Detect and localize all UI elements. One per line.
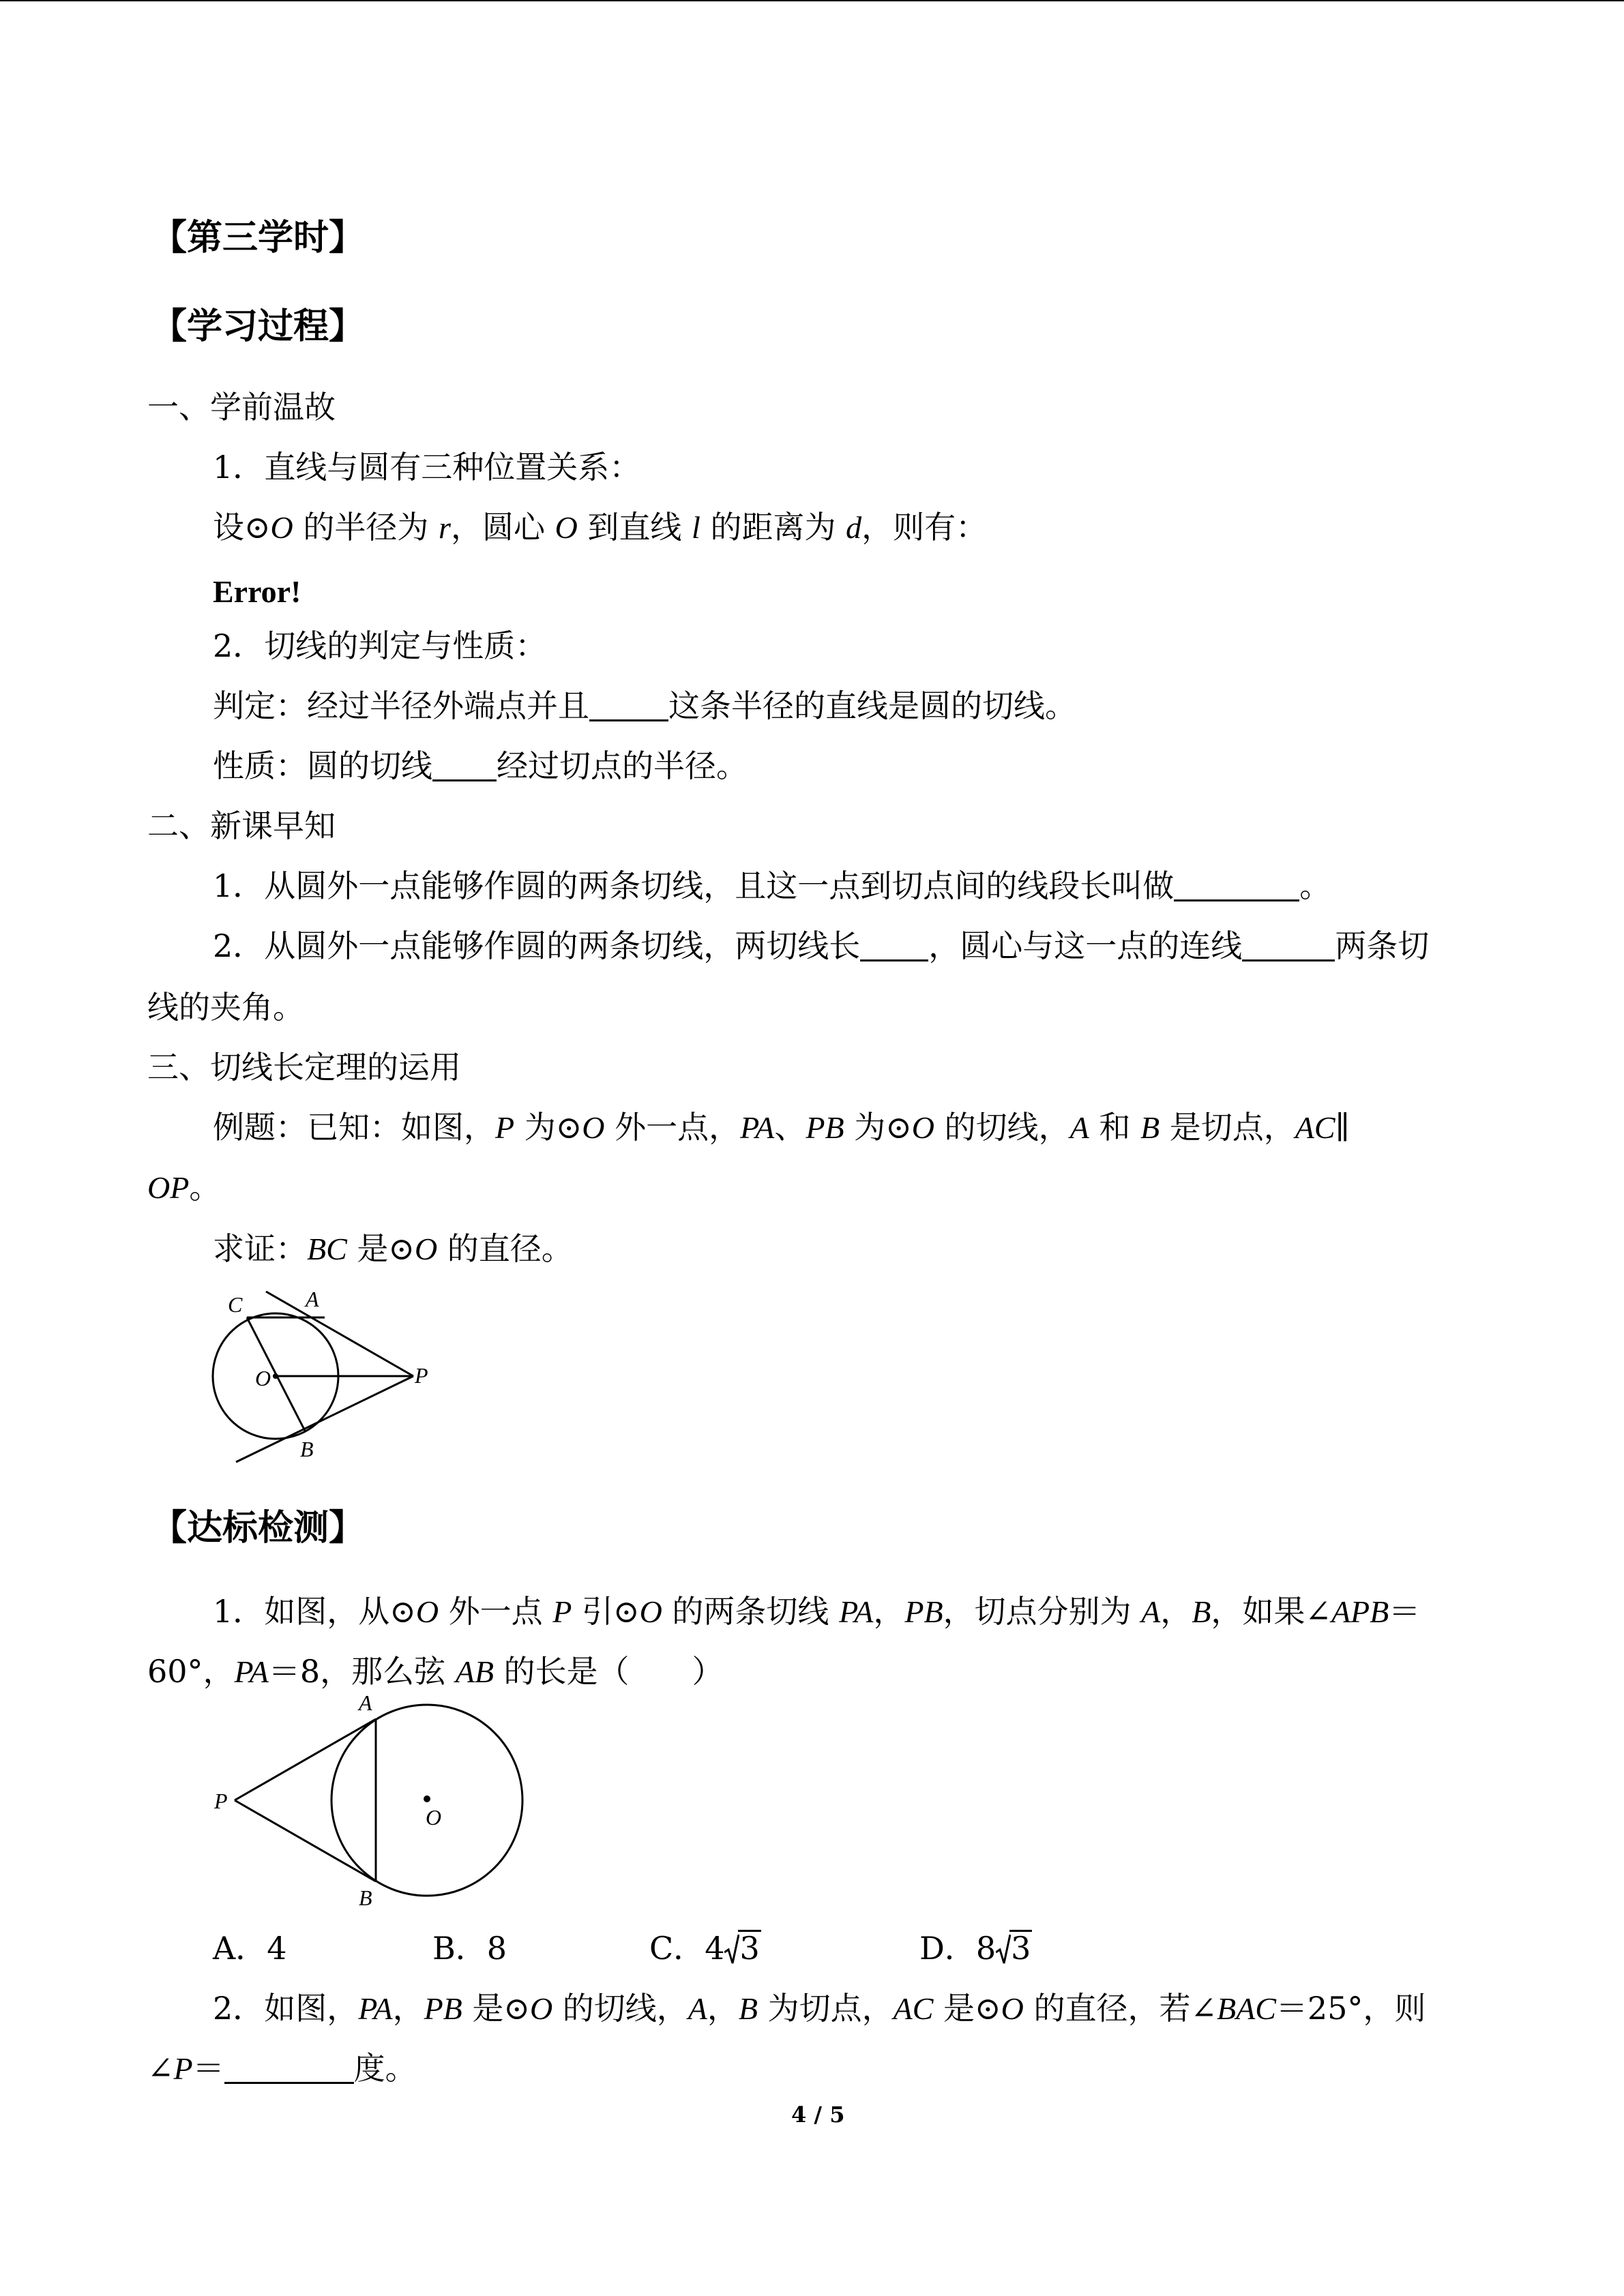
tangent-pb2	[235, 1800, 376, 1881]
process-heading: 【学习过程】	[151, 305, 365, 347]
fig1-label-o: O	[255, 1366, 271, 1390]
section-apply: 三、切线长定理的运用	[147, 1049, 461, 1086]
fig2-label-a: A	[359, 1690, 372, 1715]
example-line-cont: OP。	[147, 1169, 221, 1206]
lesson-heading: 【第三学时】	[151, 217, 365, 258]
fig1-label-a: A	[306, 1287, 319, 1311]
section-new: 二、新课早知	[147, 807, 336, 844]
option-b[interactable]: B．8	[432, 1930, 507, 1967]
test-heading: 【达标检测】	[151, 1507, 365, 1549]
new-q2-cont: 线的夹角。	[147, 989, 304, 1026]
q2-title: 2．切线的判定与性质：	[213, 627, 547, 664]
figure-test1	[205, 1688, 532, 1920]
blank-new2b[interactable]	[1242, 928, 1335, 961]
test-q1-cont: 60°，PA＝8，那么弦 AB 的长是（ ）	[147, 1653, 724, 1690]
error-text: Error!	[213, 574, 301, 609]
blank-property[interactable]	[432, 748, 497, 781]
new-q2: 2．从圆外一点能够作圆的两条切线，两切线长 ，圆心与这一点的连线 两条切	[213, 927, 1430, 964]
tangent-pa2	[235, 1719, 376, 1800]
top-border-line	[0, 0, 1624, 1]
sqrt-c: 3	[724, 1930, 761, 1967]
section-review: 一、学前温故	[147, 389, 336, 426]
option-a[interactable]: A．4	[213, 1930, 287, 1967]
prove-line: 求证：BC 是⊙O 的直径。	[213, 1230, 573, 1267]
option-d[interactable]: D．8 3	[919, 1930, 1031, 1967]
option-c[interactable]: C．4 3	[649, 1930, 760, 1967]
q1-title: 1．直线与圆有三种位置关系：	[213, 449, 641, 486]
blank-angle-p[interactable]	[224, 2051, 354, 2084]
judgement-line: 判定：经过半径外端点并且 这条半径的直线是圆的切线。	[213, 687, 1076, 724]
sqrt-d: 3	[996, 1930, 1032, 1967]
blank-new2a[interactable]	[860, 928, 928, 961]
test-q2-cont: ∠P＝ 度。	[147, 2050, 417, 2087]
property-line: 性质：圆的切线 经过切点的半径。	[213, 747, 748, 784]
center-dot2	[424, 1795, 430, 1802]
q1-condition: 设⊙O 的半径为 r，圆心 O 到直线 l 的距离为 d，则有：	[213, 509, 988, 546]
blank-new1[interactable]	[1174, 868, 1299, 901]
fig2-label-o: O	[426, 1805, 442, 1830]
test-q1: 1．如图，从⊙O 外一点 P 引⊙O 的两条切线 PA，PB，切点分别为 A，B，如果∠APB＝	[213, 1593, 1421, 1630]
fig1-label-c: C	[228, 1292, 243, 1317]
figure-example	[205, 1282, 437, 1473]
center-dot	[273, 1373, 278, 1379]
page-number: 4 / 5	[791, 2102, 845, 2128]
new-q1: 1．从圆外一点能够作圆的两条切线，且这一点到切点间的线段长叫做 。	[213, 867, 1331, 904]
tangent-pa	[266, 1292, 413, 1376]
test-q2: 2．如图，PA，PB 是⊙O 的切线，A，B 为切点，AC 是⊙O 的直径，若∠BAC＝25°，则	[213, 1990, 1426, 2027]
fig2-label-b: B	[359, 1885, 372, 1910]
blank-judgement[interactable]	[589, 688, 668, 721]
fig2-label-p: P	[214, 1789, 228, 1813]
fig1-label-p: P	[415, 1363, 428, 1388]
fig1-label-b: B	[300, 1437, 314, 1461]
example-line: 例题：已知：如图，P 为⊙O 外一点，PA、PB 为⊙O 的切线，A 和 B 是切点，AC∥	[213, 1109, 1350, 1146]
